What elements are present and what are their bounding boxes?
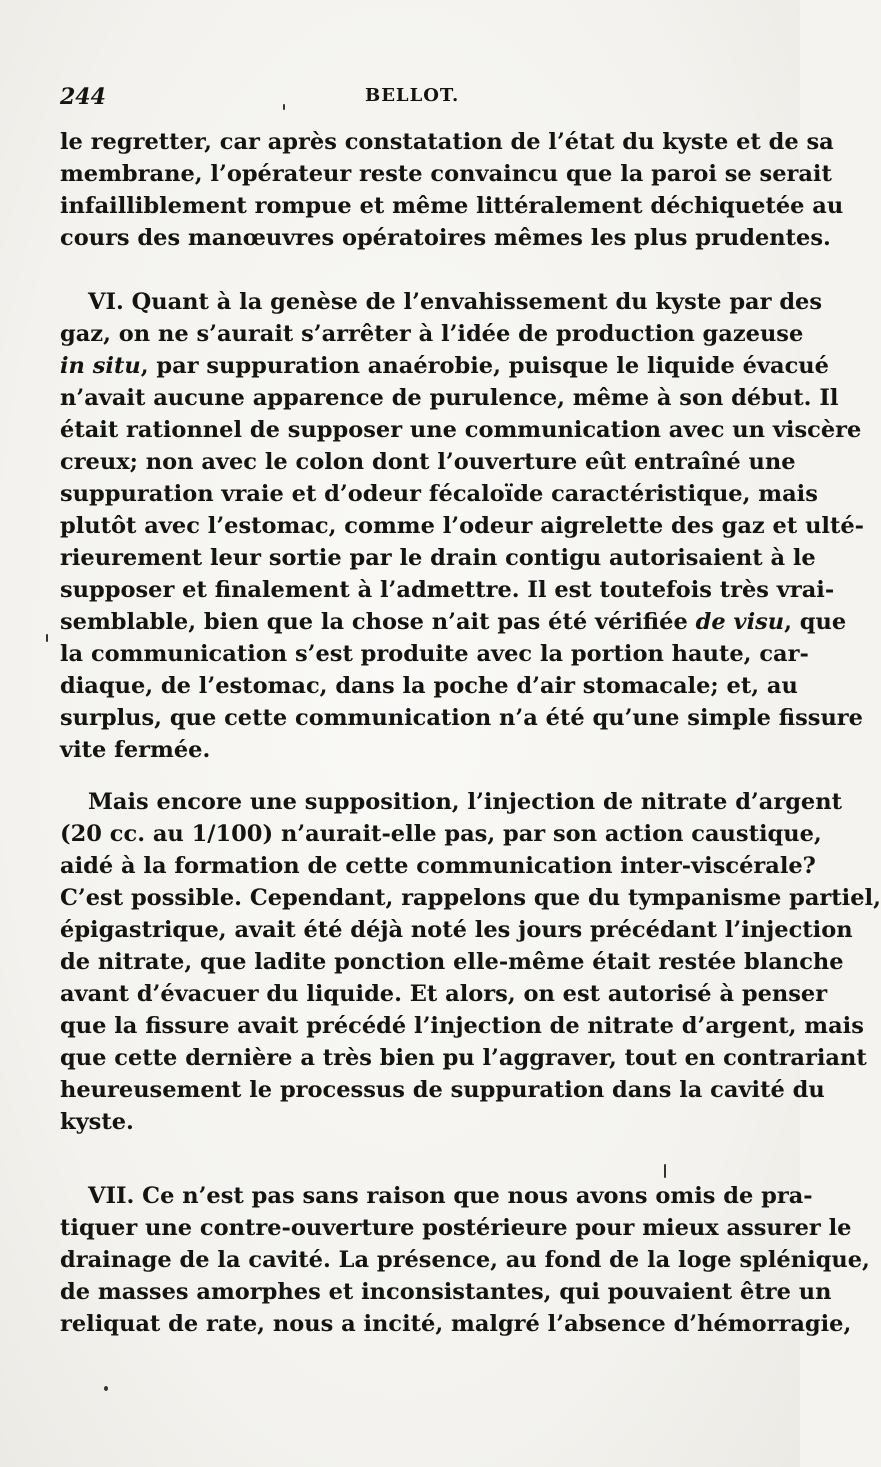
text-line: (20 cc. au 1/100) n’aurait-elle pas, par son action caustique,: [60, 821, 822, 847]
text-line: épigastrique, avait été déjà noté les jours précédant l’injection: [60, 917, 853, 943]
text-line: aidé à la formation de cette communication inter-viscérale?: [60, 853, 816, 879]
text-line: drainage de la cavité. La présence, au fond de la loge splénique,: [60, 1247, 870, 1273]
text-line: infailliblement rompue et même littéralement déchiquetée au: [60, 193, 844, 219]
paragraph-section-vi: [60, 286, 865, 766]
text-line: heureusement le processus de suppuration dans la cavité du: [60, 1077, 825, 1103]
text-line: n’avait aucune apparence de purulence, même à son début. Il: [60, 385, 839, 411]
text-line: diaque, de l’estomac, dans la poche d’air stomacale; et, au: [60, 673, 798, 699]
text-line: membrane, l’opérateur reste convaincu que la paroi se serait: [60, 161, 832, 187]
text-line: plutôt avec l’estomac, comme l’odeur aigrelette des gaz et ulté-: [60, 513, 865, 539]
scan-speck: [46, 634, 48, 642]
text-line: surplus, que cette communication n’a été qu’une simple fissure: [60, 705, 863, 731]
text-line: était rationnel de supposer une communication avec un viscère: [60, 417, 862, 443]
text-line: le regretter, car après constatation de l’état du kyste et de sa: [60, 129, 834, 155]
text-line: VII. Ce n’est pas sans raison que nous avons omis de pra-: [88, 1183, 813, 1209]
text-line: vite fermée.: [60, 737, 211, 763]
text-line: reliquat de rate, nous a incité, malgré l’absence d’hémorragie,: [60, 1311, 852, 1337]
text-line: supposer et finalement à l’admettre. Il est toutefois très vrai-: [60, 577, 835, 603]
text-line: de nitrate, que ladite ponction elle-même était restée blanche: [60, 949, 844, 975]
text-line: in situ, par suppuration anaérobie, puisque le liquide évacué: [60, 353, 829, 379]
paragraph-mais-encore: [60, 786, 881, 1138]
text-line: que la fissure avait précédé l’injection de nitrate d’argent, mais: [60, 1013, 864, 1039]
text-line: suppuration vraie et d’odeur fécaloïde caractéristique, mais: [60, 481, 818, 507]
text-line: tiquer une contre-ouverture postérieure pour mieux assurer le: [60, 1215, 852, 1241]
text-line: de masses amorphes et inconsistantes, qui pouvaient être un: [60, 1279, 832, 1305]
text-line: avant d’évacuer du liquide. Et alors, on est autorisé à penser: [60, 981, 828, 1007]
page-number: 244: [60, 84, 106, 110]
scan-speck: [664, 1164, 666, 1178]
text-line: creux; non avec le colon dont l’ouverture eût entraîné une: [60, 449, 796, 475]
text-line: semblable, bien que la chose n’ait pas été vérifiée de visu, que: [60, 609, 847, 635]
running-title: BELLOT.: [365, 85, 460, 106]
text-line: gaz, on ne s’aurait s’arrêter à l’idée de production gazeuse: [60, 321, 804, 347]
text-line: rieurement leur sortie par le drain contigu autorisaient à le: [60, 545, 816, 571]
text-line: C’est possible. Cependant, rappelons que du tympanisme partiel,: [60, 885, 881, 911]
emphasis-latin: de visu: [695, 609, 785, 635]
scan-speck: [283, 104, 285, 110]
text-line: kyste.: [60, 1109, 134, 1135]
paragraph-continuation: [60, 126, 844, 254]
text-line: que cette dernière a très bien pu l’aggraver, tout en contrariant: [60, 1045, 867, 1071]
emphasis-latin: in situ: [60, 353, 141, 379]
text-line: VI. Quant à la genèse de l’envahissement du kyste par des: [88, 289, 823, 315]
scan-speck: [104, 1386, 108, 1391]
text-line: cours des manœuvres opératoires mêmes les plus prudentes.: [60, 225, 831, 251]
text-line: Mais encore une supposition, l’injection de nitrate d’argent: [88, 789, 843, 815]
text-line: la communication s’est produite avec la portion haute, car-: [60, 641, 809, 667]
running-head: [60, 84, 750, 112]
paragraph-section-vii: [60, 1180, 870, 1340]
